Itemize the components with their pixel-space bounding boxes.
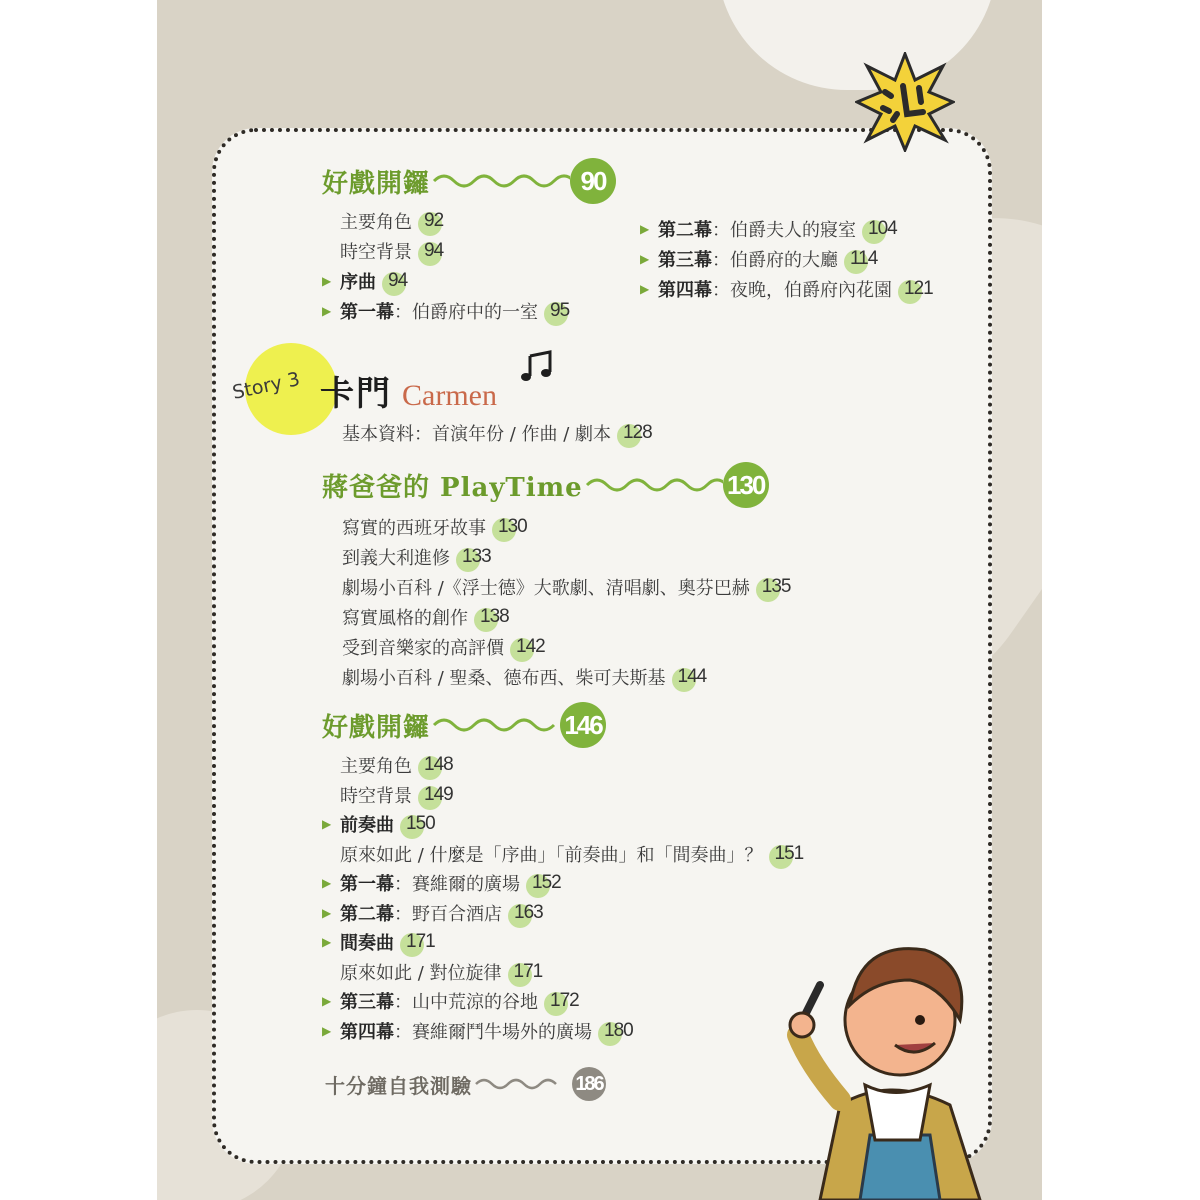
page-badge: 95 — [550, 300, 569, 322]
entry-text: 主要角色 — [340, 212, 412, 233]
page-badge: 104 — [868, 218, 897, 240]
story-label: Story 3 — [230, 368, 302, 404]
page-badge: 94 — [424, 240, 443, 262]
list-item[interactable] — [342, 634, 545, 660]
section-header-playtime — [322, 462, 769, 508]
page-badge: 94 — [388, 270, 407, 292]
wavy-line-icon — [583, 475, 723, 495]
triangle-bullet-icon: ▶ — [322, 274, 332, 288]
section-title: 好戲開鑼 — [322, 712, 431, 743]
page-badge: 150 — [406, 813, 435, 835]
entry-text: ：野百合酒店 — [394, 903, 502, 925]
entry-heading: 序曲 — [340, 272, 376, 293]
triangle-bullet-icon: ▶ — [640, 222, 650, 236]
section-page-number: 186 — [572, 1067, 606, 1101]
page-badge: 121 — [904, 278, 933, 300]
story-title-en: Carmen — [402, 379, 497, 412]
entry-text: ：伯爵府中的一室 — [394, 302, 538, 323]
section-page-number: 90 — [570, 158, 616, 204]
list-item[interactable] — [340, 959, 542, 985]
list-item[interactable] — [342, 514, 527, 540]
entry-text: 時空背景 — [340, 242, 412, 263]
entry-text: 到義大利進修 — [342, 548, 450, 569]
list-item[interactable] — [322, 811, 435, 837]
entry-heading: 間奏曲 — [340, 933, 394, 954]
triangle-bullet-icon: ▶ — [322, 905, 332, 920]
page-badge: 133 — [462, 546, 491, 568]
triangle-bullet-icon: ▶ — [322, 994, 332, 1008]
list-item[interactable] — [340, 238, 443, 264]
page-badge: 163 — [514, 902, 543, 924]
triangle-bullet-icon: ▶ — [322, 935, 332, 949]
entry-text: 寫實風格的創作 — [342, 608, 468, 629]
page-badge: 130 — [498, 516, 527, 538]
entry-heading: 第三幕 — [340, 992, 394, 1013]
triangle-bullet-icon: ▶ — [322, 1023, 332, 1038]
music-note-icon — [520, 348, 556, 384]
section-title: 蔣爸爸的 PlayTime — [322, 472, 583, 503]
page-badge: 151 — [775, 843, 804, 865]
stamp-burst-icon — [855, 52, 955, 152]
entry-text: 基本資料：首演年份 / 作曲 / 劇本 — [342, 424, 612, 445]
list-item[interactable] — [322, 870, 561, 896]
entry-heading: 前奏曲 — [340, 815, 394, 836]
page-badge: 171 — [514, 961, 543, 983]
entry-text: 受到音樂家的高評價 — [342, 638, 504, 659]
story-title-zh: 卡門 — [320, 374, 392, 414]
page-badge: 180 — [604, 1020, 633, 1042]
entry-text: ：賽維爾鬥牛場外的廣場 — [394, 1021, 592, 1043]
triangle-bullet-icon: ▶ — [322, 304, 332, 318]
list-item[interactable] — [322, 1018, 633, 1044]
list-item[interactable] — [322, 268, 408, 294]
list-item[interactable] — [342, 604, 509, 630]
list-item[interactable] — [340, 782, 453, 808]
page-badge: 92 — [424, 210, 443, 232]
entry-heading: 第一幕 — [340, 874, 394, 895]
entry-heading: 第二幕 — [340, 903, 394, 925]
list-item[interactable] — [322, 900, 543, 926]
entry-text: 劇場小百科 / 聖桑、德布西、柴可夫斯基 — [342, 668, 666, 689]
list-item[interactable] — [322, 988, 579, 1014]
section-title: 十分鐘自我測驗 — [325, 1073, 472, 1098]
character-illustration — [780, 925, 1000, 1200]
triangle-bullet-icon: ▶ — [322, 817, 332, 831]
entry-text: 原來如此 / 什麼是「序曲」「前奏曲」和「間奏曲」？ — [340, 844, 763, 866]
page-badge: 148 — [424, 754, 453, 776]
list-item[interactable] — [340, 208, 443, 234]
list-item[interactable] — [342, 420, 652, 446]
list-item[interactable] — [640, 216, 897, 242]
page-badge: 135 — [762, 576, 791, 598]
section-page-number: 130 — [723, 462, 769, 508]
page-badge: 144 — [678, 666, 707, 688]
entry-text: ：賽維爾的廣場 — [394, 874, 520, 895]
list-item[interactable] — [340, 752, 453, 778]
entry-text: 時空背景 — [340, 785, 412, 807]
page-badge: 172 — [550, 990, 579, 1012]
entry-text: ：伯爵夫人的寢室 — [712, 220, 856, 241]
wavy-line-icon — [472, 1076, 572, 1092]
wavy-line-icon — [430, 715, 560, 735]
entry-text: 寫實的西班牙故事 — [342, 518, 486, 539]
list-item[interactable] — [640, 246, 878, 272]
section-page-number: 146 — [560, 702, 606, 748]
entry-heading: 第三幕 — [658, 250, 712, 271]
triangle-bullet-icon: ▶ — [640, 282, 650, 296]
page-badge: 128 — [623, 422, 652, 444]
page-badge: 138 — [480, 606, 509, 628]
list-item[interactable] — [322, 298, 570, 324]
entry-text: 主要角色 — [340, 756, 412, 777]
triangle-bullet-icon: ▶ — [640, 252, 650, 266]
entry-heading: 第四幕 — [340, 1021, 394, 1043]
list-item[interactable] — [322, 929, 435, 955]
list-item[interactable] — [342, 544, 491, 570]
entry-text: 劇場小百科 /《浮士德》大歌劇、清唱劇、奧芬巴赫 — [342, 578, 750, 599]
entry-text: 原來如此 / 對位旋律 — [340, 962, 502, 984]
entry-text: ：夜晚，伯爵府內花園 — [712, 280, 892, 301]
entry-text: ：山中荒涼的谷地 — [394, 992, 538, 1013]
section-header-second — [322, 702, 606, 748]
entry-heading: 第一幕 — [340, 302, 394, 323]
list-item[interactable] — [342, 574, 791, 600]
triangle-bullet-icon: ▶ — [322, 876, 332, 890]
page-badge: 149 — [424, 784, 453, 806]
list-item[interactable] — [640, 276, 933, 302]
section-title: 好戲開鑼 — [322, 168, 431, 199]
list-item[interactable] — [340, 841, 803, 867]
entry-heading: 第四幕 — [658, 280, 712, 301]
page-badge: 142 — [516, 636, 545, 658]
entry-text: ：伯爵府的大廳 — [712, 250, 838, 271]
page-badge: 152 — [532, 872, 561, 894]
story-title — [320, 366, 497, 415]
page-badge: 171 — [406, 931, 435, 953]
section-header-top — [322, 158, 616, 204]
section-header-quiz — [325, 1067, 606, 1101]
page-badge: 114 — [850, 248, 877, 270]
wavy-line-icon — [430, 171, 570, 191]
entry-heading: 第二幕 — [658, 220, 712, 241]
list-item[interactable] — [342, 664, 706, 690]
